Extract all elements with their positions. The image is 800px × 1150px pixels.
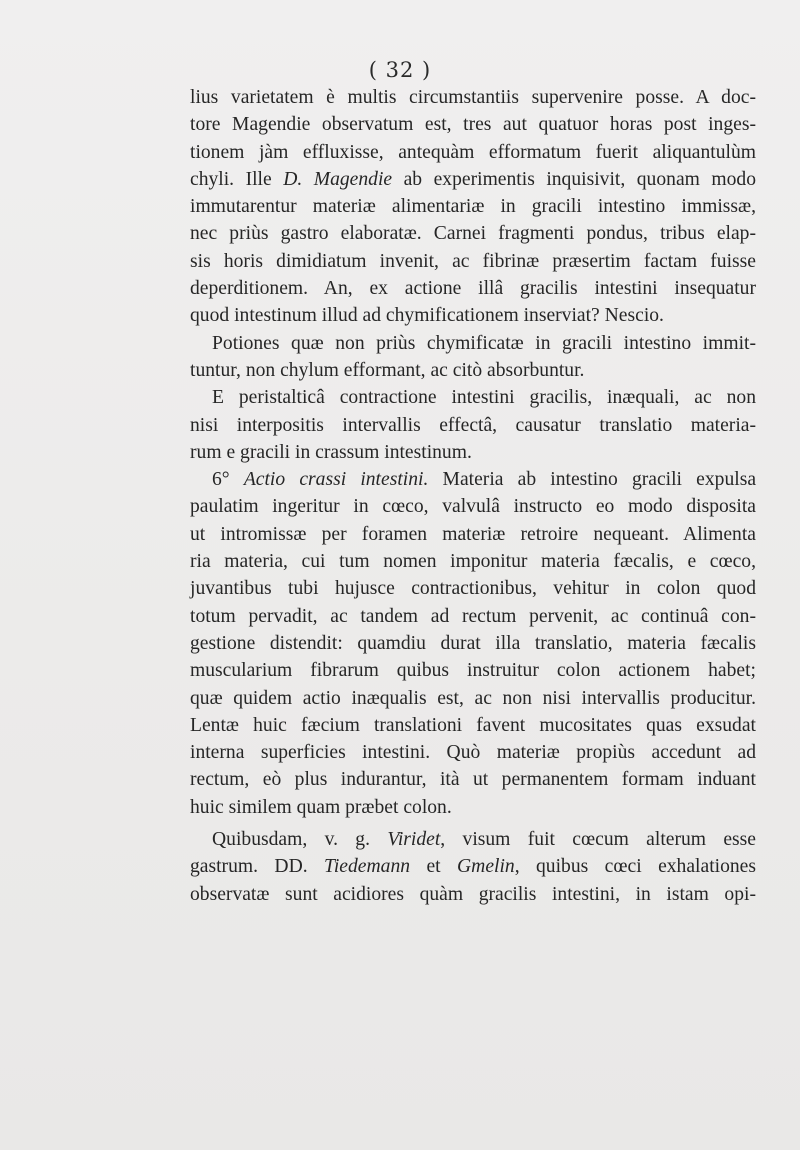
text-line <box>190 220 756 247</box>
text-segment: tuntur, non chylum efformant, ac citò absorbuntur. <box>190 359 585 381</box>
text-segment: immutarentur materiæ alimentariæ in gracili intestino immissæ, <box>190 196 756 218</box>
text-line <box>190 384 756 411</box>
italic-text: D. Magendie <box>283 168 393 190</box>
text-segment: ab experimentis inquisivit, quonam modo <box>392 168 757 190</box>
text-segment: et <box>410 856 458 878</box>
text-line <box>190 575 756 602</box>
text-line <box>190 853 756 880</box>
text-line <box>190 493 756 520</box>
text-line <box>190 248 756 275</box>
text-segment: , quibus cœci exhalationes <box>514 856 756 878</box>
text-line <box>190 739 756 766</box>
text-segment: , visum fuit cœcum alterum esse <box>440 829 756 851</box>
text-segment: totum pervadit, ac tandem ad rectum pervenit, ac continuâ con- <box>190 605 756 627</box>
text-segment: interna superficies intestini. Quò materiæ propiùs accedunt ad <box>190 742 756 764</box>
text-line <box>190 630 756 657</box>
text-line <box>190 826 756 853</box>
text-segment: ria materia, cui tum nomen imponitur materia fæcalis, e cœco, <box>190 551 756 573</box>
italic-text: Gmelin <box>457 856 515 878</box>
text-line <box>190 330 756 357</box>
text-line <box>190 466 756 493</box>
text-segment: E peristalticâ contractione intestini gracilis, inæquali, ac non <box>212 387 756 409</box>
text-segment: 6° <box>212 469 244 491</box>
text-segment: tore Magendie observatum est, tres aut quatuor horas post inges- <box>190 114 756 136</box>
text-segment: observatæ sunt acidiores quàm gracilis intestini, in istam opi- <box>190 883 756 905</box>
text-segment: juvantibus tubi hujusce contractionibus, vehitur in colon quod <box>190 578 756 600</box>
text-line <box>190 84 756 111</box>
text-line <box>190 521 756 548</box>
text-line <box>190 548 756 575</box>
text-segment: Materia ab intestino gracili expulsa <box>428 469 757 491</box>
text-line <box>190 766 756 793</box>
text-line <box>190 302 756 329</box>
text-line <box>190 111 756 138</box>
text-segment: rectum, eò plus indurantur, ità ut permanentem formam induant <box>190 769 756 791</box>
text-segment: nisi interpositis intervallis effectâ, causatur translatio materia- <box>190 414 756 436</box>
text-segment: huic similem quam præbet colon. <box>190 796 452 818</box>
text-segment: gastrum. DD. <box>190 856 325 878</box>
text-segment: Lentæ huic fæcium translationi favent mucositates quas exsudat <box>190 714 756 736</box>
text-line <box>190 357 756 384</box>
text-line <box>190 275 756 302</box>
text-segment: sis horis dimidiatum invenit, ac fibrinæ præsertim factam fuisse <box>190 250 756 272</box>
text-segment: gestione distendit: quamdiu durat illa translatio, materia fæcalis <box>190 632 756 654</box>
text-segment: tionem jàm effluxisse, antequàm efformatum fuerit aliquantulùm <box>190 141 756 163</box>
text-line <box>190 412 756 439</box>
text-line <box>190 603 756 630</box>
text-line <box>190 881 756 908</box>
page-number: ( 32 ) <box>368 58 432 82</box>
italic-text: Actio crassi intestini. <box>243 469 429 491</box>
text-segment: muscularium fibrarum quibus instruitur colon actionem habet; <box>190 660 756 682</box>
text-segment: ut intromissæ per foramen materiæ retroire nequeant. Alimenta <box>190 523 756 545</box>
text-segment: nec priùs gastro elaboratæ. Carnei fragmenti pondus, tribus elap- <box>190 223 756 245</box>
text-line <box>190 794 756 821</box>
italic-text: Tiedemann <box>324 856 411 878</box>
text-line <box>190 439 756 466</box>
body-text <box>190 84 756 908</box>
text-line <box>190 139 756 166</box>
text-segment: rum e gracili in crassum intestinum. <box>190 441 472 463</box>
text-line <box>190 166 756 193</box>
text-segment: quæ quidem actio inæqualis est, ac non nisi intervallis producitur. <box>190 687 756 709</box>
italic-text: Viridet <box>387 829 441 851</box>
text-segment: deperditionem. An, ex actione illâ gracilis intestini insequatur <box>190 278 756 300</box>
text-line <box>190 193 756 220</box>
text-segment: Potiones quæ non priùs chymificatæ in gracili intestino immit- <box>212 332 756 354</box>
text-segment: quod intestinum illud ad chymificationem inserviat? Nescio. <box>190 305 664 327</box>
text-segment: chyli. Ille <box>190 168 284 190</box>
text-line <box>190 657 756 684</box>
text-line <box>190 685 756 712</box>
text-segment: Quibusdam, v. g. <box>212 829 388 851</box>
text-segment: lius varietatem è multis circumstantiis supervenire posse. A doc- <box>190 87 756 108</box>
text-segment: paulatim ingeritur in cœco, valvulâ instructo eo modo disposita <box>190 496 756 518</box>
text-line <box>190 712 756 739</box>
